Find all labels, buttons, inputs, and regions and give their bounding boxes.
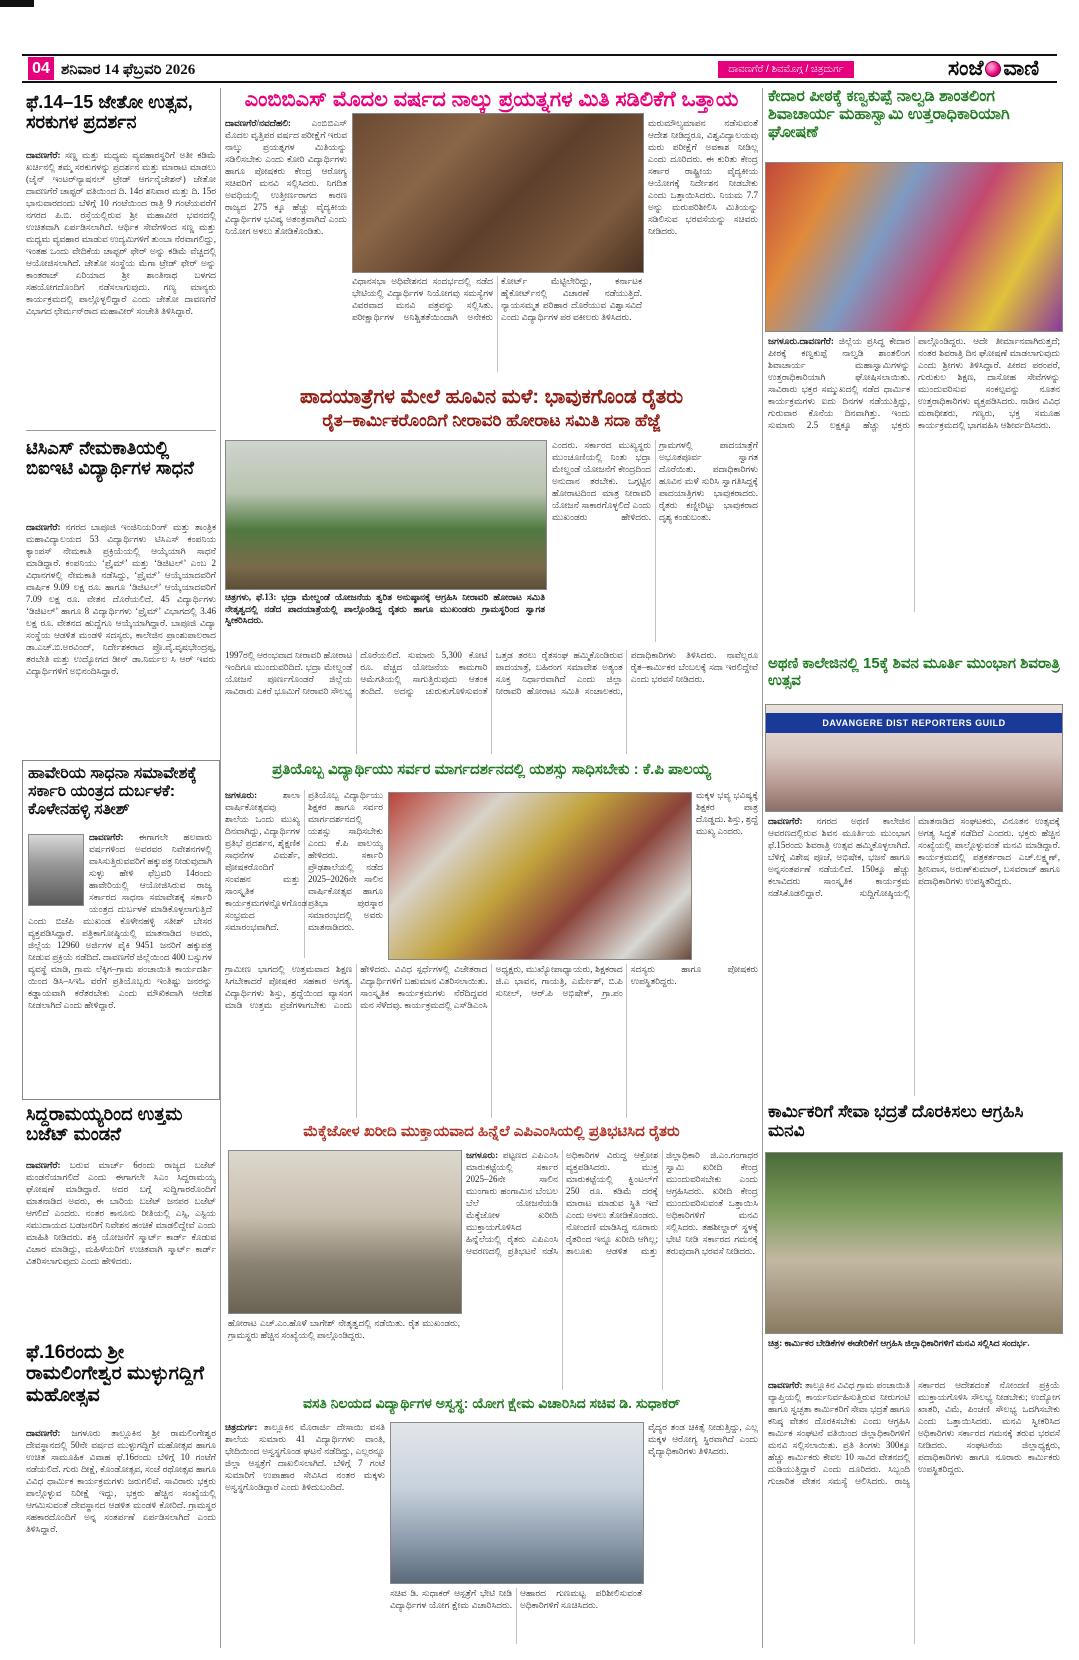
photo-satish-portrait (28, 834, 84, 906)
dateline: ದಾವಣಗೆರೆ: (26, 150, 61, 160)
headline-mbbs: ಎಂಬಿಬಿಎಸ್ ಮೊದಲ ವರ್ಷದ ನಾಲ್ಕು ಪ್ರಯತ್ನಗಳ ಮಿತಿ ಸಡಿಲಿಕೆಗೆ ಒತ್ತಾಯ (244, 88, 739, 111)
article-body (768, 336, 1060, 612)
divider (26, 430, 216, 431)
photo-hospital-visit (390, 1422, 644, 1584)
dateline: ಜಗಳೂರು: (225, 790, 258, 800)
body-text: ಜಿಲ್ಲೆಯ ಪ್ರಸಿದ್ಧ ಕೇದಾರ ಪೀಠಕ್ಕೆ ಕಣ್ವಕುಪ್ಪೆ ನಾಲ್ವಡಿ ಶಾಂತಲಿಂಗ ಶಿವಾಚಾರ್ಯ ಮಹಾಸ್ವಾಮಿಗಳನ್ನು ಉತ್ತರಾಧಿಕಾರಿಯಾಗಿ ಘೋಷಿಸಲಾಯಿತು. ಸಾವಿರಾರು ಭಕ್ತರ ಸಮ್ಮುಖದಲ್ಲಿ ನಡೆದ ಧಾರ್ಮಿಕ ಕಾರ್ಯಕ್ರಮಗಳು ಐದು ದಿನಗಳ ನಡೆಯುತ್ತಿದ್ದು, ಗುರುವಾರ ಕೊನೆಯ ದಿನವಾಗಿತ್ತು. ಇಂದು ಸುಮಾರು 2.5 ಲಕ್ಷಕ್ಕೂ ಹೆಚ್ಚು ಭಕ್ತರು ಪಾಲ್ಗೊಂಡಿದ್ದರು. ಆದೇ ತೀರ್ಮಾನವಾಗಿರುತ್ತದೆ; ನಂತರ ಶಿವರಾತ್ರಿ ದಿನ ಘೋಷಣೆ ಮಾಡಲಾಗುವುದು ಎಂದು ಶ್ರೀಗಳು ತಿಳಿಸಿದ್ದಾರೆ. ಪೀಠದ ಪರಂಪರೆ, ಗುರುಕುಲ ಶಿಕ್ಷಣ, ದಾಸೋಹ ಸೇವೆಗಳನ್ನು ಮುಂದುವರಿಸುವ ಸಂಕಲ್ಪವನ್ನು ನೂತನ ಉತ್ತರಾಧಿಕಾರಿಗಳು ವ್ಯಕ್ತಪಡಿಸಿದರು. ನಾಡಿನ ವಿವಿಧ ಮಠಾಧೀಶರು, ಗಣ್ಯರು, ಭಕ್ತ ಸಮೂಹ ಕಾರ್ಯಕ್ರಮದಲ್ಲಿ ಭಾಗವಹಿಸಿ ಆಶೀರ್ವದಿಸಿದರು. (768, 336, 1060, 430)
body-text: ಶಾಲಾ ವಾರ್ಷಿಕೋತ್ಸವವು ಶಾಲೆಯ ಒಂದು ಮುಖ್ಯ ದಿನವಾಗಿದ್ದು, ವಿದ್ಯಾರ್ಥಿಗಳ ಪ್ರತಿಭೆ ಪ್ರದರ್ಶನ, ಶೈಕ್ಷಣಿಕ ಸಾಧನೆಗಳ ವಿಮರ್ಶೆ, ಪೋಷಕರೊಂದಿಗೆ ಸಂವಹನ ಮತ್ತು ಸಾಂಸ್ಕೃತಿಕ ಕಾರ್ಯಕ್ರಮಗಳನ್ನೊಳಗೊಂಡ ಸಂಭ್ರಮದ ಸಮಾರಂಭವಾಗಿದೆ. ಪ್ರತಿಯೊಬ್ಬ ವಿದ್ಯಾರ್ಥಿಯು ಶಿಕ್ಷಕರ ಹಾಗೂ ಸರ್ವರ ಮಾರ್ಗದರ್ಶನದಲ್ಲಿ ಯಶಸ್ಸು ಸಾಧಿಸಬೇಕು ಎಂದು ಕೆ.ಪಿ ಪಾಲಯ್ಯ ಹೇಳಿದರು. ಸರ್ಕಾರಿ ಪ್ರೌಢಶಾಲೆಯಲ್ಲಿ ನಡೆದ 2025–2026ನೇ ಸಾಲಿನ ವಾರ್ಷಿಕೋತ್ಸವ ಹಾಗೂ ಪ್ರತಿಭಾ ಪುರಸ್ಕಾರ ಸಮಾರಂಭದಲ್ಲಿ ಅವರು ಮಾತನಾಡಿದರು. (225, 790, 383, 932)
headline-kedara-peetha: ಕೇದಾರ ಪೀಠಕ್ಕೆ ಕಣ್ವಕುಪ್ಪೆ ನಾಲ್ವಡಿ ಶಾಂತಲಿಂಗ ಶಿವಾಚಾರ್ಯ ಮಹಾಸ್ವಾಮಿ ಉತ್ತರಾಧಿಕಾರಿಯಾಗಿ ಘೋಷಣೆ (768, 88, 1010, 141)
body-text: ಜಗಳೂರು ತಾಲ್ಲೂಕಿನ ಶ್ರೀ ರಾಮಲಿಂಗೇಶ್ವರ ದೇವಸ್ಥಾನದಲ್ಲಿ 50ನೇ ವರ್ಷದ ಮುಳ್ಳುಗದ್ದಿಗೆ ಮಹೋತ್ಸವ ಹಾಗೂ ಉಚಿತ ಸಾಮೂಹಿಕ ವಿವಾಹ ಫೆ.16ರಂದು ಬೆಳಿಗ್ಗೆ 10 ಗಂಟೆಗೆ ನಡೆಯಲಿದೆ. ಗುರು ದೀಕ್ಷೆ, ಕೊಂಡೋತ್ಸವ, ಸಂಜೆ ರಥೋತ್ಸವ ಹಾಗೂ ವಿವಿಧ ಧಾರ್ಮಿಕ ಕಾರ್ಯಕ್ರಮಗಳು ಜರುಗಲಿವೆ. ಸಾವಿರಾರು ಭಕ್ತರು ಪಾಲ್ಗೊಳ್ಳುವ ನಿರೀಕ್ಷೆ ಇದ್ದು, ಭಕ್ತರು ಹೆಚ್ಚಿನ ಸಂಖ್ಯೆಯಲ್ಲಿ ಆಗಮಿಸುವಂತೆ ದೇವಸ್ಥಾನದ ಆಡಳಿತ ಮಂಡಳಿ ಕೋರಿದೆ. ಗ್ರಾಮಸ್ಥರ ಸಹಕಾರದೊಂದಿಗೆ ಅನ್ನ ಸಂತರ್ಪಣೆ ಏರ್ಪಡಿಸಲಾಗಿದೆ ಎಂದು ತಿಳಿಸಿದ್ದಾರೆ. (26, 1428, 216, 1534)
top-corner-mark (0, 0, 34, 7)
body-text: ತಾಲ್ಲೂಕಿನ ಮೊರಾರ್ಜಿ ದೇಸಾಯಿ ವಸತಿ ಶಾಲೆಯ ಸುಮಾರು 41 ವಿದ್ಯಾರ್ಥಿಗಳು ವಾಂತಿ, ಭೇದಿಯಿಂದ ಅಸ್ವಸ್ಥಗೊಂಡ ಘಟನೆ ನಡೆದಿದ್ದು, ಎಲ್ಲರನ್ನೂ ಜಿಲ್ಲಾ ಆಸ್ಪತ್ರೆಗೆ ದಾಖಲಿಸಲಾಗಿದೆ. ಬೆಳಿಗ್ಗೆ 7 ಗಂಟೆ ಸುಮಾರಿಗೆ ಉಪಾಹಾರ ಸೇವಿಸಿದ ನಂತರ ಮಕ್ಕಳು ಅಸ್ವಸ್ಥಗೊಂಡಿದ್ದಾರೆ ಎಂದು ತಿಳಿದುಬಂದಿದೆ. (225, 1422, 385, 1492)
article-body (466, 1150, 758, 1390)
body-text: ಪಟ್ಟಣದ ಎಪಿಎಂಸಿ ಮಾರುಕಟ್ಟೆಯಲ್ಲಿ ಸರ್ಕಾರ 2025–26ನೇ ಸಾಲಿನ ಮುಂಗಾರು ಹಂಗಾಮಿನ ಬೆಂಬಲ ಬೆಲೆ ಯೋಜನೆಯಡಿ ಮೆಕ್ಕೆಜೋಳ ಖರೀದಿ ಮುಕ್ತಾಯಗೊಳಿಸಿದ ಹಿನ್ನೆಲೆಯಲ್ಲಿ ರೈತರು ಎಪಿಎಂಸಿ ಆವರಣದಲ್ಲಿ ಪ್ರತಿಭಟನೆ ನಡೆಸಿ ಅಧಿಕಾರಿಗಳ ವಿರುದ್ಧ ಆಕ್ರೋಶ ವ್ಯಕ್ತಪಡಿಸಿದರು. ಮುಕ್ತ ಮಾರುಕಟ್ಟೆಯಲ್ಲಿ ಕ್ವಿಂಟಲ್‌ಗೆ 250 ರೂ. ಕಡಿಮೆ ದರಕ್ಕೆ ಮಾರಾಟ ಮಾಡುವ ಸ್ಥಿತಿ ಇದೆ ಎಂದು ಅಳಲು ತೋಡಿಕೊಂಡರು. ನೋಂದಣಿ ಮಾಡಿಸಿದ್ದ ನೂರಾರು ರೈತರಿಂದ ಇನ್ನೂ ಖರೀದಿ ಆಗಿಲ್ಲ; ತಾಲೂಕು ಆಡಳಿತ ಮತ್ತು ಜಿಲ್ಲಾಧಿಕಾರಿ ಜಿ.ಎಂ.ಗಂಗಾಧರ ಸ್ವಾಮಿ ಖರೀದಿ ಕೇಂದ್ರ ಮುಂದುವರಿಸಬೇಕು ಎಂದು ಆಗ್ರಹಿಸಿದರು. ಖರೀದಿ ಕೇಂದ್ರ ಮುಂದುವರಿಸುವಂತೆ ಒತ್ತಾಯಿಸಿ ಅಧಿಕಾರಿಗಳಿಗೆ ಮನವಿ ಸಲ್ಲಿಸಿದರು. ತಹಶೀಲ್ದಾರ್ ಸ್ಥಳಕ್ಕೆ ಭೇಟಿ ನೀಡಿ ಸರ್ಕಾರದ ಗಮನಕ್ಕೆ ತರುವುದಾಗಿ ಭರವಸೆ ನೀಡಿದರು. (466, 1150, 758, 1256)
dateline: ಜಗಳೂರು.ದಾವಣಗೆರೆ: (768, 336, 834, 346)
body-text: ನಗರದ ಬಾಪೂಜಿ ಇಂಜಿನಿಯರಿಂಗ್ ಮತ್ತು ತಾಂತ್ರಿಕ ಮಹಾವಿದ್ಯಾಲಯದ 53 ವಿದ್ಯಾರ್ಥಿಗಳು ಟಿಸಿಎಸ್ ಕಂಪನಿಯ ಕ್ಯಾಂಪಸ್ ನೇಮಕಾತಿ ಪ್ರಕ್ರಿಯೆಯಲ್ಲಿ ಆಯ್ಕೆಯಾಗಿ ಸಾಧನೆ ಮಾಡಿದ್ದಾರೆ. ಕಂಪನಿಯು ‘ಪ್ರೈಮ್’ ಮತ್ತು ‘ಡಿಜಿಟಲ್’ ಎಂಬ 2 ವಿಧಾನಗಳಲ್ಲಿ ನೇಮಕಾತಿ ನಡೆಸಿದ್ದು, ‘ಪ್ರೈಮ್’ ಆಯ್ಕೆಯಾದವರಿಗೆ ವಾರ್ಷಿಕ 9.09 ಲಕ್ಷ ರೂ. ಹಾಗೂ ‘ಡಿಜಿಟಲ್’ ಆಯ್ಕೆಯಾದವರಿಗೆ 7.09 ಲಕ್ಷ ರೂ. ವೇತನ ದೊರೆಯಲಿದೆ. 45 ವಿದ್ಯಾರ್ಥಿಗಳು ‘ಡಿಜಿಟಲ್’ ಹಾಗೂ 8 ವಿದ್ಯಾರ್ಥಿಗಳು ‘ಪ್ರೈಮ್’ ವಿಭಾಗದಲ್ಲಿ 3.46 ಲಕ್ಷ ರೂ. ವೇತನದ ಹುದ್ದೆಗೂ ಆಯ್ಕೆಯಾಗಿದ್ದಾರೆ. ಬಾಪೂಜಿ ವಿದ್ಯಾ ಸಂಸ್ಥೆಯ ಆಡಳಿತ ಮಂಡಳಿ ಸದಸ್ಯರು, ಕಾಲೇಜಿನ ಪ್ರಾಂಶುಪಾಲರಾದ ಡಾ.ಎಚ್.ಬಿ.ಅರವಿಂದ್, ನಿರ್ದೇಶಕರಾದ ಪ್ರೊ.ವೈ.ವೃಷಭೇಂದ್ರಪ್ಪ, ತರಬೇತಿ ಮತ್ತು ಉದ್ಯೋಗದ ಡೀನ್ ಡಾ.ನಿರ್ಮಲ ಸಿ ಆರ್ ಇವರು ವಿದ್ಯಾರ್ಥಿಗಳಿಗೆ ಅಭಿನಂದಿಸಿದ್ದಾರೆ. (26, 522, 216, 676)
dateline: ದಾವಣಗೆರೆ: (768, 1380, 803, 1390)
dateline: ದಾವಣಗೆರೆ: (26, 522, 61, 532)
article-body (28, 832, 212, 1092)
photo-school-stage-ceremony (388, 792, 692, 960)
photo-caption: ಚಿತ್ರಗಳು, ಫೆ.13: ಭದ್ರಾ ಮೇಲ್ದಂಡೆ ಯೋಜನೆಯ ತ್ವರಿತ ಅನುಷ್ಠಾನಕ್ಕೆ ಆಗ್ರಹಿಸಿ ನೀರಾವರಿ ಹೋರಾಟ ಸಮಿತಿ ನೇತೃತ್ವದಲ್ಲಿ ನಡೆದ ಪಾದಯಾತ್ರೆಯಲ್ಲಿ ಪಾಲ್ಗೊಂಡಿದ್ದ ರೈತರು ಹಾಗೂ ಮುಖಂಡರು ಗ್ರಾಮಸ್ಥರಿಂದ ಸ್ವಾಗತ ಸ್ವೀಕರಿಸಿದರು. (225, 592, 545, 626)
article-body (768, 816, 1060, 1096)
article-body: ಮರುಮೌಲ್ಯಮಾಪನ ನಡೆಸುವಂತೆ ಆದೇಶ ನೀಡಿದ್ದರೂ, ವಿಶ್ವವಿದ್ಯಾಲಯವು ಮರು ಪರೀಕ್ಷೆಗೆ ಅವಕಾಶ ನೀಡಿಲ್ಲ ಎಂದು ದೂರಿದರು. ಈ ಕುರಿತು ಕೇಂದ್ರ ಸರ್ಕಾರ ರಾಷ್ಟ್ರೀಯ ವೈದ್ಯಕೀಯ ಆಯೋಗಕ್ಕೆ ನಿರ್ದೇಶನ ನೀಡಬೇಕು ಎಂದು ಒತ್ತಾಯಿಸಿದರು. ನಿಯಮ 7.7 ಅನ್ನು ಮರುಪರಿಶೀಲಿಸಿ ಮಿತಿಯನ್ನು ಸಡಿಲಿಸುವ ಭರವಸೆಯನ್ನು ಸಚಿವರು ನೀಡಿದರು. (648, 118, 758, 236)
article-body (225, 118, 347, 372)
dateline: ದಾವಣಗೆರೆ: (89, 832, 124, 842)
headline-ramalingeshwara: ಫೆ.16ರಂದು ಶ್ರೀ ರಾಮಲಿಂಗೇಶ್ವರ ಮುಳ್ಳುಗದ್ದಿಗೆ ಮಹೋತ್ಸವ (26, 1342, 204, 1406)
article-body: ಗ್ರಾಮೀಣ ಭಾಗದಲ್ಲಿ ಉತ್ತಮವಾದ ಶಿಕ್ಷಣ ಸಿಗಬೇಕಾದರೆ ಪೋಷಕರ ಸಹಕಾರ ಅಗತ್ಯ. ವಿದ್ಯಾರ್ಥಿಗಳು ಶಿಸ್ತು, ಶ್ರದ್ಧೆಯಿಂದ ವ್ಯಾಸಂಗ ಮಾಡಿ ಉತ್ತಮ ಪ್ರಜೆಗಳಾಗಬೇಕು ಎಂದು ಹೇಳಿದರು. ವಿವಿಧ ಸ್ಪರ್ಧೆಗಳಲ್ಲಿ ವಿಜೇತರಾದ ವಿದ್ಯಾರ್ಥಿಗಳಿಗೆ ಬಹುಮಾನ ವಿತರಿಸಲಾಯಿತು. ಸಾಂಸ್ಕೃತಿಕ ಕಾರ್ಯಕ್ರಮಗಳು ನೆರೆದಿದ್ದವರ ಮನ ಸೆಳೆದವು. ಕಾರ್ಯಕ್ರಮದಲ್ಲಿ ಎಸ್‌ಡಿಎಂಸಿ ಅಧ್ಯಕ್ಷರು, ಮುಖ್ಯೋಪಾಧ್ಯಾಯರು, ಶಿಕ್ಷಕರಾದ ಜಿ.ಎ ಭಾವನ, ಗಾಯತ್ರಿ, ಎರ್ಮೇಶ್, ಬಿ.ಪಿ ಸುನೀಲ್, ಆರ್.ಪಿ ಅಭಿಷೇಕ್, ಗ್ರಾ.ಪಂ ಸದಸ್ಯರು ಹಾಗೂ ಪೋಷಕರು ಉಪಸ್ಥಿತರಿದ್ದರು. (225, 964, 758, 1010)
guild-banner-text: DAVANGERE DIST REPORTERS GUILD (766, 713, 1062, 732)
headline-jeto-utsava: ಫೆ.14–15 ಜೇತೋ ಉತ್ಸವ, ಸರಕುಗಳ ಪ್ರದರ್ಶನ (26, 92, 193, 133)
photo-reporters-guild (765, 704, 1063, 812)
body-text: ತಾಲ್ಲೂಕಿನ ವಿವಿಧ ಗ್ರಾಮ ಪಂಚಾಯಿತಿ ವ್ಯಾಪ್ತಿಯಲ್ಲಿ ಕಾರ್ಯನಿರ್ವಹಿಸುತ್ತಿರುವ ನೀರುಗಂಟಿ ಹಾಗೂ ಸ್ವಚ್ಛತಾ ಕಾರ್ಮಿಕರಿಗೆ ಸೇವಾ ಭದ್ರತೆ ಹಾಗೂ ಕನಿಷ್ಠ ವೇತನ ದೊರಕಿಸಬೇಕು ಎಂದು ಆಗ್ರಹಿಸಿ ಕಾರ್ಮಿಕ ಸಂಘಟನೆ ವತಿಯಿಂದ ಜಿಲ್ಲಾಧಿಕಾರಿಗಳಿಗೆ ಮನವಿ ಸಲ್ಲಿಸಲಾಯಿತು. ಪ್ರತಿ ತಿಂಗಳು 300ಕ್ಕೂ ಹೆಚ್ಚು ಕಾರ್ಮಿಕರು ಕೇವಲ 10 ಸಾವಿರ ವೇತನದಲ್ಲಿ ದುಡಿಯುತ್ತಿದ್ದಾರೆ ಎಂದು ದೂರಿದರು. ಸಿಬ್ಬಂದಿ ಗುಜಾರಿತ ವೇತನ ಸಮಸ್ಯೆ ಆಲಿಸಿದರು. ರಾಜ್ಯ ಸರ್ಕಾರದ ಆದೇಶದಂತೆ ನೋಂದಣಿ ಪ್ರಕ್ರಿಯೆ ಮುಕ್ತಾಯಗೊಳಿಸಿ ಸೌಲಭ್ಯ ನೀಡಬೇಕು; ಉದ್ಯೋಗ ಖಾತರಿ, ವಿಮೆ, ಪಿಂಚಣಿ ಸೌಲಭ್ಯ ಒದಗಿಸಬೇಕು ಎಂದು ಒತ್ತಾಯಿಸಿದರು. ಮನವಿ ಸ್ವೀಕರಿಸಿದ ಅಧಿಕಾರಿಗಳು ಸರ್ಕಾರದ ಗಮನಕ್ಕೆ ತರುವ ಭರವಸೆ ನೀಡಿದರು. ಸಂಘಟನೆಯ ಜಿಲ್ಲಾಧ್ಯಕ್ಷರು, ಪದಾಧಿಕಾರಿಗಳು ಹಾಗೂ ನೂರಾರು ಕಾರ್ಮಿಕರು ಉಪಸ್ಥಿತರಿದ್ದರು. (768, 1380, 1060, 1486)
photo-labour-memorandum (765, 1152, 1063, 1334)
photo-maize-protest-group (228, 1150, 462, 1314)
headline-hostel-students: ವಸತಿ ನಿಲಯದ ವಿದ್ಯಾರ್ಥಿಗಳ ಅಸ್ವಸ್ಥ: ಯೋಗ ಕ್ಷೇಮ ವಿಚಾರಿಸಿದ ಸಚಿವ ಡಿ. ಸುಧಾಕರ್ (302, 1395, 681, 1411)
article-body (26, 522, 216, 758)
column-rule-right (762, 88, 763, 1648)
headline-budget: ಸಿದ್ದರಾಮಯ್ಯರಿಂದ ಉತ್ತಮ ಬಜೆಟ್ ಮಂಡನೆ (26, 1104, 183, 1145)
article-body (225, 790, 383, 958)
photo-padayatra-farmers (225, 440, 547, 590)
dateline: ಜಗಳೂರು: (466, 1150, 499, 1160)
headline-tcs-biet: ಟಿಸಿಎಸ್ ನೇಮಕಾತಿಯಲ್ಲಿ ಬಿಐಇಟಿ ವಿದ್ಯಾರ್ಥಿಗಳ ಸಾಧನೆ (26, 438, 195, 479)
body-text: ನಗರದ ಅಥಣಿ ಕಾಲೇಜಿನ ಆವರಣದಲ್ಲಿರುವ ಶಿವನ ಮೂರ್ತಿಯ ಮುಂಭಾಗ ಫೆ.15ರಂದು ಶಿವರಾತ್ರಿ ಉತ್ಸವ ಹಮ್ಮಿಕೊಳ್ಳಲಾಗಿದೆ. ಬೆಳಿಗ್ಗೆ ವಿಶೇಷ ಪೂಜೆ, ಅಭಿಷೇಕ, ಭಜನೆ ಹಾಗೂ ಅನ್ನಸಂತರ್ಪಣೆ ನಡೆಯಲಿದೆ. 150ಕ್ಕೂ ಹೆಚ್ಚು ಕಲಾವಿದರು ಸಾಂಸ್ಕೃತಿಕ ಕಾರ್ಯಕ್ರಮ ನಡೆಸಿಕೊಡಲಿದ್ದಾರೆ. ಸುದ್ದಿಗೋಷ್ಠಿಯಲ್ಲಿ ಮಾತನಾಡಿದ ಸಂಘಟಕರು, ವಿನೂತನ ಉತ್ಸವಕ್ಕೆ ಅಗತ್ಯ ಸಿದ್ಧತೆ ನಡೆದಿದೆ ಎಂದರು. ಭಕ್ತರು ಹೆಚ್ಚಿನ ಸಂಖ್ಯೆಯಲ್ಲಿ ಪಾಲ್ಗೊಳ್ಳುವಂತೆ ಮನವಿ ಮಾಡಿದ್ದಾರೆ. ಕಾರ್ಯಕ್ರಮದಲ್ಲಿ ಪತ್ರಕರ್ತರಾದ ಎಚ್.ಲಕ್ಷ್ಮಣ್, ಶ್ರೀನಿವಾಸ, ಅರುಣ್‌ಕುಮಾರ್, ಬಸವರಾಜ್ ಹಾಗೂ ಪದಾಧಿಕಾರಿಗಳು ಉಪಸ್ಥಿತರಿದ್ದರು. (768, 816, 1060, 898)
headline-padayatra-1: ಪಾದಯಾತ್ರೆಗಳ ಮೇಲೆ ಹೂವಿನ ಮಳೆ: ಭಾವುಕಗೊಂಡ ರೈತರು (299, 386, 684, 408)
column-rule-left (220, 88, 221, 1648)
dateline: ಚಿತ್ರದುರ್ಗ: (225, 1422, 258, 1432)
dateline: ದಾವಣಗೆರೆ: (26, 1160, 61, 1170)
dateline: ದಾವಣಗೆರೆ: (768, 816, 803, 826)
headline-haveri-samavesha: ಹಾವೇರಿಯ ಸಾಧನಾ ಸಮಾವೇಶಕ್ಕೆ ಸರ್ಕಾರಿ ಯಂತ್ರದ ದುರ್ಬಳಕೆ: ಕೊಳೇನಹಳ್ಳಿ ಸತೀಶ್ (28, 765, 197, 818)
article-body (26, 1160, 216, 1336)
article-body: ಎಂದರು. ಸರ್ಕಾರದ ಮುಖ್ಯಸ್ಥರು ಮುಂಚೂಣಿಯಲ್ಲಿ ನಿಂತು ಭದ್ರಾ ಮೇಲ್ದಂಡೆ ಯೋಜನೆಗೆ ಕೇಂದ್ರದಿಂದ ಅನುದಾನ ತರಬೇಕು. ಒಗ್ಗಟ್ಟಿನ ಹೋರಾಟದಿಂದ ಮಾತ್ರ ನೀರಾವರಿ ಯೋಜನೆ ಸಾಕಾರಗೊಳ್ಳಲಿದೆ ಎಂದು ಮುಖಂಡರು ಹೇಳಿದರು. ಗ್ರಾಮಗಳಲ್ಲಿ ಪಾದಯಾತ್ರೆಗೆ ಅಭೂತಪೂರ್ವ ಸ್ವಾಗತ ದೊರೆಯಿತು. ಪದಾಧಿಕಾರಿಗಳು ಹೂವಿನ ಮಳೆ ಸುರಿಸಿ ಸ್ವಾಗತಿಸಿದ್ದಕ್ಕೆ ಪಾದಯಾತ್ರಿಗಳು ಭಾವುಕರಾದರು. ರೈತರು ಕಣ್ಣೀರಿಟ್ಟು ಭಾವುಕರಾದ ದೃಶ್ಯ ಕಂಡುಬಂತು. (552, 440, 758, 522)
masthead-right: ವಾಣಿ (1003, 56, 1040, 80)
article-body: ಮಕ್ಕಳ ಭವ್ಯ ಭವಿಷ್ಯಕ್ಕೆ ಶಿಕ್ಷಕರ ಪಾತ್ರ ದೊಡ್ಡದು. ಶಿಸ್ತು, ಶ್ರದ್ಧೆ ಮುಖ್ಯ ಎಂದರು. (696, 790, 758, 836)
headline-padayatra-2: ರೈತ–ಕಾರ್ಮಿಕರೊಂದಿಗೆ ನೀರಾವರಿ ಹೋರಾಟ ಸಮಿತಿ ಸದಾ ಹೆಜ್ಜೆ (322, 411, 661, 430)
masthead-left: ಸಂಜೆ (948, 56, 984, 80)
dateline: ದಾವಣಗೆರೆ/ನವದೆಹಲಿ: (225, 118, 291, 128)
headline-student-success: ಪ್ರತಿಯೊಬ್ಬ ವಿದ್ಯಾರ್ಥಿಯು ಸರ್ವರ ಮಾರ್ಗದರ್ಶನದಲ್ಲಿ ಯಶಸ್ಸು ಸಾಧಿಸಬೇಕು : ಕೆ.ಪಿ ಪಾಲಯ್ಯ (272, 761, 711, 778)
date: ಶನಿವಾರ 14 ಫೆಬ್ರವರಿ 2026 (61, 62, 196, 78)
page-number: 04 (28, 57, 54, 80)
photo-mbbs-memorandum (352, 113, 644, 273)
article-body (768, 1380, 1060, 1644)
photo-caption: ಚಿತ್ರ: ಕಾರ್ಮಿಕರ ಬೇಡಿಕೆಗಳ ಈಡೇರಿಕೆಗೆ ಆಗ್ರಹಿಸಿ ಜಿಲ್ಲಾಧಿಕಾರಿಗಳಿಗೆ ಮನವಿ ಸಲ್ಲಿಸಿದ ಸಂದರ್ಭ. (768, 1338, 1030, 1348)
photo-religious-procession (765, 162, 1063, 332)
body-text: ಸಣ್ಣ ಮತ್ತು ಮಧ್ಯಮ ವ್ಯವಹಾರಸ್ಥರಿಗೆ ಅತೀ ಕಡಿಮೆ ಖರ್ಚಿನಲ್ಲಿ ತಮ್ಮ ಸರಕುಗಳನ್ನು ಪ್ರದರ್ಶನ ಮತ್ತು ಮಾರಾಟ ಮಾಡಲು (ಜೈನ್ ಇಂಟರ್‌ನ್ಯಾಷನಲ್ ಟ್ರೇಡ್ ಆರ್ಗನೈಜೇಶನ್) ಜೇತೋ ದಾವಣಗೆರೆ ಚಾಪ್ಟರ್ ವತಿಯಿಂದ ದಿ. 14ರ ಶನಿವಾರ ಮತ್ತು ದಿ. 15ರ ಭಾನುವಾರದಂದು ಬೆಳಿಗ್ಗೆ 10 ಗಂಟೆಯಿಂದ ರಾತ್ರಿ 9 ಗಂಟೆಯವರೆಗೆ ನಗರದ ಪಿ.ಬಿ. ರಸ್ತೆಯಲ್ಲಿರುವ ಶ್ರೀ ಮಹಾವೀರ ಭವನದಲ್ಲಿ ಉಚಿತವಾಗಿ ಏರ್ಪಡಿಸಲಾಗಿದೆ. ಆರ್ಥಿಕ ಸೇವೆಗಳಿಂದ ಸಣ್ಣ ಮತ್ತು ಮಧ್ಯಮ ವ್ಯವಹಾರ ಮಾಡುವ ಉದ್ಯಮಿಗಳಿಗೆ ತುಂಬಾ ನೆರವಾಗಲಿದ್ದು, ಇಂತಹ ಒಂದು ವೇದಿಕೆಯ ಚಾಪ್ಟರ್ ಫೇರ್ ಅನ್ನು ಕಡಿಮೆ ವೆಚ್ಚದಲ್ಲಿ ಆಯೋಜಿಸಲಾಗಿದೆ. ಜೇತೋ ಸಂಸ್ಥೆಯ ಮೆಗಾ ಟ್ರೇಡ್ ಫೇರ್ ಅನ್ನು ಕಾಂತರಾಜ್ ಏರಿಯಾದ ಶ್ರೀ ಶಾಂತಿನಾಥ ಬಳಗದ ಸಹಯೋಗದೊಂದಿಗೆ ನಡೆಸಲಾಗುವುದು. ಗಣ್ಯ ಮಾನ್ಯರು ಕಾರ್ಯಕ್ರಮದಲ್ಲಿ ಪಾಲ್ಗೊಳ್ಳಲಿದ್ದಾರೆ ಎಂದು ಜೇತೋ ದಾವಣಗೆರೆ ವಿಭಾಗದ ಛೇರ್ಮನ್‌ರಾದ ಮಹಾವೀರ್ ಸಂಚೇತಿ ತಿಳಿಸಿದ್ದಾರೆ. (26, 150, 216, 316)
article-body (26, 1428, 216, 1640)
body-text: ಈಗಾಗಲೇ ಹಲವಾರು ವರ್ಷಗಳಿಂದ ಅವರವರ ನಿವೇಶನಗಳಲ್ಲಿ ವಾಸಿಸುತ್ತಿರುವವರಿಗೆ ಹಕ್ಕುಪತ್ರ ನೀಡುವುದಾಗಿ ಸುಳ್ಳು ಹೇಳಿ ಫೆಬ್ರವರಿ 14ರಂದು ಹಾವೇರಿಯಲ್ಲಿ ಆಯೋಜಿಸಿರುವ ರಾಜ್ಯ ಸರ್ಕಾರದ ಸಾಧನಾ ಸಮಾವೇಶಕ್ಕೆ ಸರ್ಕಾರಿ ಯಂತ್ರದ ದುರ್ಬಳಕೆ ಮಾಡಿಕೊಳ್ಳಲಾಗುತ್ತಿದೆ ಎಂದು ಬಿಜೆಪಿ ಮುಖಂಡ ಕೊಳೇನಹಳ್ಳಿ ಸತೀಶ್ ಬೇಸರ ವ್ಯಕ್ತಪಡಿಸಿದ್ದಾರೆ. ಪತ್ರಿಕಾಗೋಷ್ಠಿಯಲ್ಲಿ ಮಾತನಾಡಿದ ಅವರು, ಜಿಲ್ಲೆಯ 12960 ಅರ್ಜಿಗಳ ಪೈಕಿ 9451 ಜನರಿಗೆ ಹಕ್ಕುಪತ್ರ ನೀಡುವ ಪ್ರಕ್ರಿಯೆ ನಡೆದಿದೆ. ದಾವಣಗೆರೆ ಜಿಲ್ಲೆಯಿಂದ 400 ಬಸ್ಸುಗಳ ವ್ಯವಸ್ಥೆ ಮಾಡಿ, ಗ್ರಾಮ ಲೆಕ್ಕಿಗ–ಗ್ರಾಮ ಪಂಚಾಯಿತಿ ಕಾರ್ಯದರ್ಶಿ ಯಿಂದ ಡಿಸಿ–ಸಿಇಓ ವರೆಗೆ ಪ್ರತಿಯೊಬ್ಬರು ಇಂತಿಷ್ಟು ಜನರನ್ನು ಕಡ್ಡಾಯವಾಗಿ ಕರೆತರಬೇಕು ಎಂದು ಮೌಖಿಕವಾಗಿ ಆದೇಶ ನೀಡಲಾಗಿದೆ ಎಂದು ಹೇಳಿದ್ದಾರೆ. (28, 832, 212, 1010)
article-body: ಹೋರಾಟ ಎಚ್.ಎಂ.ಹೊಳೆ ಬಾಗೇಶ್ ನೇತೃತ್ವದಲ್ಲಿ ನಡೆಯಿತು. ರೈತ ಮುಖಂಡರು, ಗ್ರಾಮಸ್ಥರು ಹೆಚ್ಚಿನ ಸಂಖ್ಯೆಯಲ್ಲಿ ಪಾಲ್ಗೊಂಡಿದ್ದರು. (228, 1318, 460, 1340)
article-body: ವಿಧಾನಸಭಾ ಅಧಿವೇಶನದ ಸಂದರ್ಭದಲ್ಲಿ ನಡೆದ ಭೇಟಿಯಲ್ಲಿ ವಿದ್ಯಾರ್ಥಿಗಳ ನಿಯೋಗವು ಸಮಸ್ಯೆಗಳ ವಿವರವಾದ ಮನವಿ ಪತ್ರವನ್ನು ಸಲ್ಲಿಸಿತು. ಪರೀಕ್ಷಾರ್ಥಿಗಳ ಅನಿಶ್ಚಿತತೆಯಿಂದಾಗಿ ಅನೇಕರು ಕೋರ್ಟ್ ಮೆಟ್ಟಿಲೇರಿದ್ದು, ಕರ್ನಾಟಕ ಹೈಕೋರ್ಟ್‌ನಲ್ಲಿ ವಿಚಾರಣೆ ನಡೆಯುತ್ತಿದೆ. ನ್ಯಾಯಸಮ್ಮತ ಪರಿಹಾರ ದೊರೆಯುವ ವಿಶ್ವಾಸವಿದೆ ಎಂದು ವಿದ್ಯಾರ್ಥಿಗಳ ಪರ ವಕೀಲರು ತಿಳಿಸಿದರು. (352, 276, 642, 322)
header-rule-top (22, 54, 1057, 56)
body-text: ಎಂಬಿಬಿಎಸ್ ಮೊದಲ ವೃತ್ತಿಪರ ವರ್ಷದ ಪರೀಕ್ಷೆಗೆ ಇರುವ ನಾಲ್ಕು ಪ್ರಯತ್ನಗಳ ಮಿತಿಯನ್ನು ಸಡಿಲಿಸಬೇಕು ಎಂದು ಕೋರಿ ವಿದ್ಯಾರ್ಥಿಗಳು ಹಾಗೂ ಪೋಷಕರು ಕೇಂದ್ರ ಆರೋಗ್ಯ ಸಚಿವರಿಗೆ ಮನವಿ ಸಲ್ಲಿಸಿದರು. ನಿಗದಿತ ಅವಧಿಯಲ್ಲಿ ಉತ್ತೀರ್ಣರಾಗದ ಕಾರಣ ರಾಜ್ಯದ 275 ಕ್ಕೂ ಹೆಚ್ಚು ವೈದ್ಯಕೀಯ ವಿದ್ಯಾರ್ಥಿಗಳ ಭವಿಷ್ಯ ಅತಂತ್ರವಾಗಿದೆ ಎಂದು ನಿಯೋಗ ಅಳಲು ತೋಡಿಕೊಂಡಿತು. (225, 118, 347, 236)
article-body: 1997ರಲ್ಲಿ ಆರಂಭವಾದ ನೀರಾವರಿ ಹೋರಾಟ ಇಂದಿಗೂ ಮುಂದುವರಿದಿದೆ. ಭದ್ರಾ ಮೇಲ್ದಂಡೆ ಯೋಜನೆ ಪೂರ್ಣಗೊಂಡರೆ ಜಿಲ್ಲೆಯ ಸಾವಿರಾರು ಎಕರೆ ಭೂಮಿಗೆ ನೀರಾವರಿ ಸೌಲಭ್ಯ ದೊರೆಯಲಿದೆ. ಸುಮಾರು 5,300 ಕೋಟಿ ರೂ. ವೆಚ್ಚದ ಯೋಜನೆಯ ಕಾಮಗಾರಿ ಆಮೆಗತಿಯಲ್ಲಿ ಸಾಗುತ್ತಿರುವುದು ಆತಂಕ ತಂದಿದೆ. ಅದನ್ನು ಚುರುಕುಗೊಳಿಸುವಂತೆ ಒತ್ತಡ ತರಲು ರೈತಸಂಘ ಹಮ್ಮಿಕೊಂಡಿರುವ ಪಾದಯಾತ್ರೆ, ಬಹಿರಂಗ ಸಮಾವೇಶ ಅತ್ಯಂತ ಸೂಕ್ತ ನಿರ್ಧಾರವಾಗಿದೆ ಎಂದು ಜಿಲ್ಲಾ ನೀರಾವರಿ ಹೋರಾಟ ಸಮಿತಿ ಸಂಚಾಲಕರು, ಪದಾಧಿಕಾರಿಗಳು ತಿಳಿಸಿದರು. ನಾವೆಲ್ಲರೂ ರೈತ–ಕಾರ್ಮಿಕರ ಬೆಂಬಲಕ್ಕೆ ಸದಾ ಇರಲಿದ್ದೇವೆ ಎಂದು ಭರವಸೆ ನೀಡಿದರು. (225, 650, 758, 696)
body-text: ಬರುವ ಮಾರ್ಚ್ 6ರಂದು ರಾಜ್ಯದ ಬಜೆಟ್ ಮಂಡನೆಯಾಗಲಿದೆ ಎಂದು ಈಗಾಗಲೇ ಸಿಎಂ ಸಿದ್ದರಾಮಯ್ಯ ಘೋಷಣೆ ಮಾಡಿದ್ದಾರೆ. ಅದರ ಬಗ್ಗೆ ಸುದ್ದಿಗಾರರೊಂದಿಗೆ ಮಾತನಾಡಿದ ಅವರು, ಈ ಬಾರಿಯ ಬಜೆಟ್ ಜನಪರ ಬಜೆಟ್ ಆಗಲಿದೆ ಎಂದರು. ನಂತರ ಕಾನೂನು ರೀತಿಯಲ್ಲಿ ಎಸ್ಸಿ, ಎಸ್ಟಿಯ ಸಮುದಾಯದ ಬಡಜನರಿಗೆ ನಿವೇಶನ ಹಂಚಿಕೆ ಮಾಡಲಿದ್ದೇವೆ ಎಂದು ಮಾಹಿತಿ ನೀಡಿದರು. ಶಕ್ತಿ ಯೋಜನೆಗೆ ಸ್ಮಾರ್ಟ್ ಕಾರ್ಡ್ ಕೊಡುವ ವಿಚಾರ ಮಾಡಿದ್ದು, ಮಹಿಳೆಯರಿಗೆ ಉಚಿತವಾಗಿ ಸ್ಮಾರ್ಟ್ ಕಾರ್ಡ್ ವಿತರಿಸಲಾಗುವುದು ಎಂದು ಹೇಳಿದರು. (26, 1160, 216, 1266)
headline-maize-protest: ಮೆಕ್ಕೆಜೋಳ ಖರೀದಿ ಮುಕ್ತಾಯವಾದ ಹಿನ್ನೆಲೆ ಎಪಿಎಂಸಿಯಲ್ಲಿ ಪ್ರತಿಭಟಿಸಿದ ರೈತರು (303, 1123, 680, 1140)
article-body (225, 1422, 385, 1644)
article-body (26, 150, 216, 424)
headline-labour-security: ಕಾರ್ಮಿಕರಿಗೆ ಸೇವಾ ಭದ್ರತೆ ದೊರಕಿಸಲು ಆಗ್ರಹಿಸಿ ಮನವಿ (768, 1102, 1024, 1141)
globe-icon (985, 61, 1001, 77)
headline-athani-shivaratri: ಅಥಣಿ ಕಾಲೇಜಿನಲ್ಲಿ 15ಕ್ಕೆ ಶಿವನ ಮೂರ್ತಿ ಮುಂಭಾಗ ಶಿವರಾತ್ರಿ ಉತ್ಸವ (768, 655, 1060, 689)
article-body: ವೈದ್ಯರ ತಂಡ ಚಿಕಿತ್ಸೆ ನೀಡುತ್ತಿದ್ದು, ಎಲ್ಲ ಮಕ್ಕಳ ಆರೋಗ್ಯ ಸ್ಥಿರವಾಗಿದೆ ಎಂದು ವೈದ್ಯಾಧಿಕಾರಿಗಳು ತಿಳಿಸಿದರು. (648, 1422, 758, 1456)
article-body: ಸಚಿವ ಡಿ. ಸುಧಾಕರ್ ಆಸ್ಪತ್ರೆಗೆ ಭೇಟಿ ನೀಡಿ ವಿದ್ಯಾರ್ಥಿಗಳ ಯೋಗ ಕ್ಷೇಮ ವಿಚಾರಿಸಿದರು. ಆಹಾರದ ಗುಣಮಟ್ಟ ಪರಿಶೀಲಿಸುವಂತೆ ಅಧಿಕಾರಿಗಳಿಗೆ ಸೂಚಿಸಿದರು. (390, 1588, 642, 1610)
editions-strip: ದಾವಣಗೆರೆ / ಶಿವಮೊಗ್ಗ / ಚಿತ್ರದುರ್ಗ (718, 61, 854, 78)
dateline: ದಾವಣಗೆರೆ: (26, 1428, 61, 1438)
header-rule-bottom (22, 81, 1057, 83)
masthead (948, 56, 1039, 81)
